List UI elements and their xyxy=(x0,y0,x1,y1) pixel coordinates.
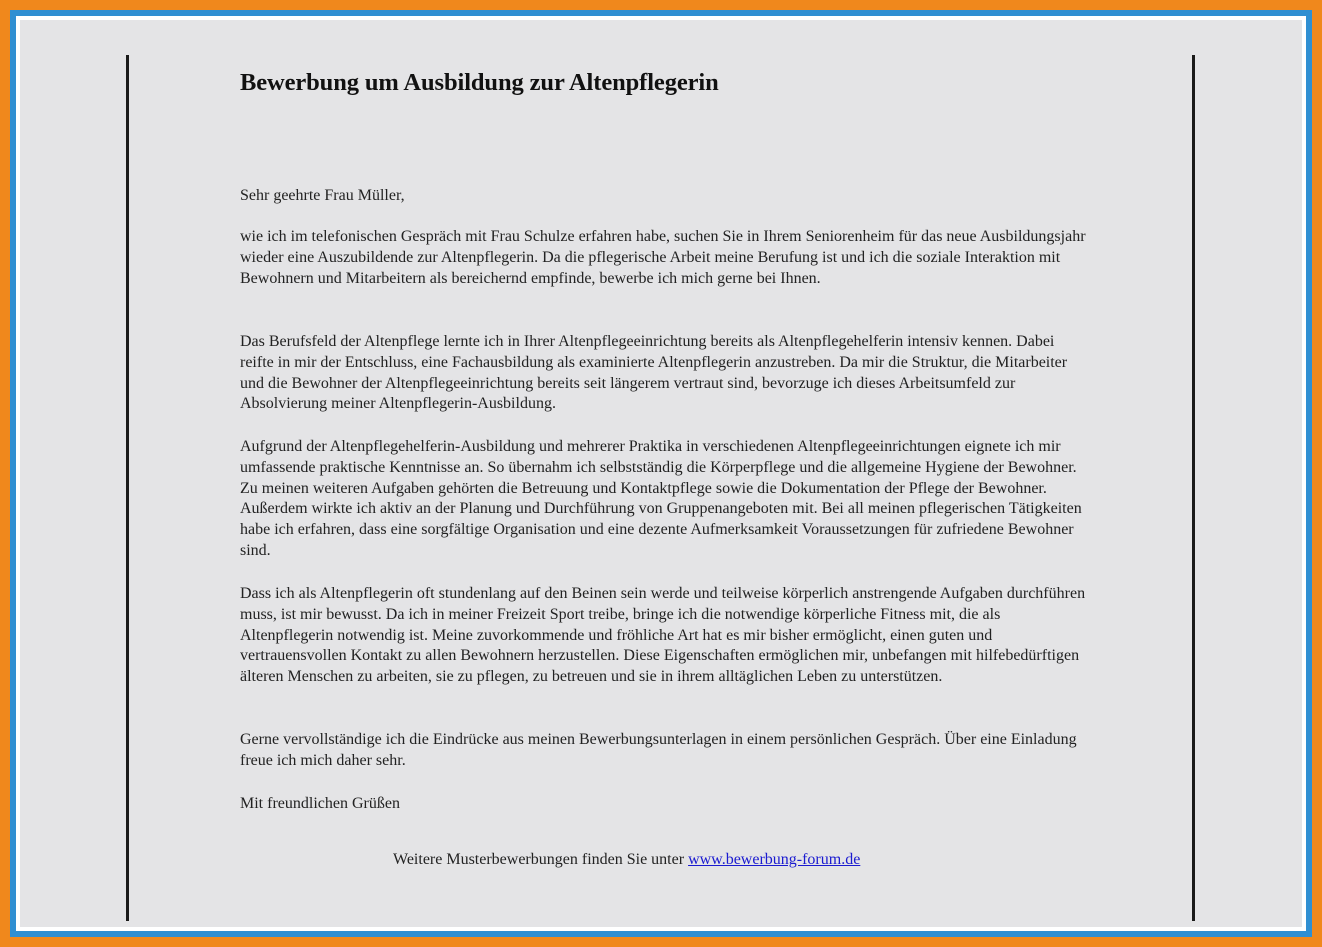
closing: Mit freundlichen Grüßen xyxy=(240,795,400,812)
letter-body xyxy=(240,68,1090,812)
left-margin-rule xyxy=(126,55,129,921)
paragraph-1: wie ich im telefonischen Gespräch mit Frau Schulze erfahren habe, suchen Sie in Ihrem Seniorenheim für das neue Ausbildungsjahr wieder eine Auszubildende zur Altenpflegerin. Da die pflegerische Arbeit meine Berufung ist und ich die soziale Interaktion mit Bewohnern und Mitarbeitern als bereichernd empfinde, bewerbe ich mich gerne bei Ihnen. xyxy=(240,228,1086,287)
footer-line xyxy=(393,851,860,869)
document-page xyxy=(20,20,1302,927)
letter-title: Bewerbung um Ausbildung zur Altenpflegerin xyxy=(240,69,719,96)
paragraph-4: Dass ich als Altenpflegerin oft stundenlang auf den Beinen sein werde und teilweise körperlich anstrengende Aufgaben durchführen muss, ist mir bewusst. Da ich in meiner Freizeit Sport treibe, bringe ich die notwendige körperliche Fitness mit, die als Altenpflegerin notwendig ist. Meine zuvorkommende und fröhliche Art hat es mir bisher ermöglicht, einen guten und vertrauensvollen Kontakt zu allen Bewohnern herzustellen. Diese Eigenschaften ermöglichen mir, unbefangen mit hilfebedürftigen älteren Menschen zu arbeiten, sie zu pflegen, zu betreuen und sie in ihrem alltäglichen Leben zu unterstützen. xyxy=(240,585,1086,686)
paragraph-2: Das Berufsfeld der Altenpflege lernte ich in Ihrer Altenpflegeeinrichtung bereits als Altenpflegehelferin intensiv kennen. Dabei reifte in mir der Entschluss, eine Fachausbildung als examinierte Altenpflegerin anzustreben. Da mir die Struktur, die Mitarbeiter und die Bewohner der Altenpflegeeinrichtung bereits seit längerem vertraut sind, bevorzuge ich dieses Arbeitsumfeld zur Absolvierung meiner Altenpflegerin-Ausbildung. xyxy=(240,333,1068,413)
paragraph-3: Aufgrund der Altenpflegehelferin-Ausbildung und mehrerer Praktika in verschiedenen Altenpflegeeinrichtungen eignete ich mir umfassende praktische Kenntnisse an. So übernahm ich selbstständig die Körperpflege und die allgemeine Hygiene der Bewohner. Zu meinen weiteren Aufgaben gehörten die Betreuung und Kontaktpflege sowie die Dokumentation der Pflege der Bewohner. Außerdem wirkte ich aktiv an der Planung und Durchführung von Gruppenangeboten mit. Bei all meinen pflegerischen Tätigkeiten habe ich erfahren, dass eine sorgfältige Organisation und eine dezente Aufmerksamkeit Voraussetzungen für zufriedene Bewohner sind. xyxy=(240,438,1082,559)
footer-link[interactable]: www.bewerbung-forum.de xyxy=(688,851,861,868)
paragraph-5: Gerne vervollständige ich die Eindrücke aus meinen Bewerbungsunterlagen in einem persönlichen Gespräch. Über eine Einladung freue ich mich daher sehr. xyxy=(240,731,1077,769)
salutation: Sehr geehrte Frau Müller, xyxy=(240,187,405,204)
right-margin-rule xyxy=(1192,55,1195,921)
footer-text: Weitere Musterbewerbungen finden Sie unter xyxy=(393,851,689,868)
